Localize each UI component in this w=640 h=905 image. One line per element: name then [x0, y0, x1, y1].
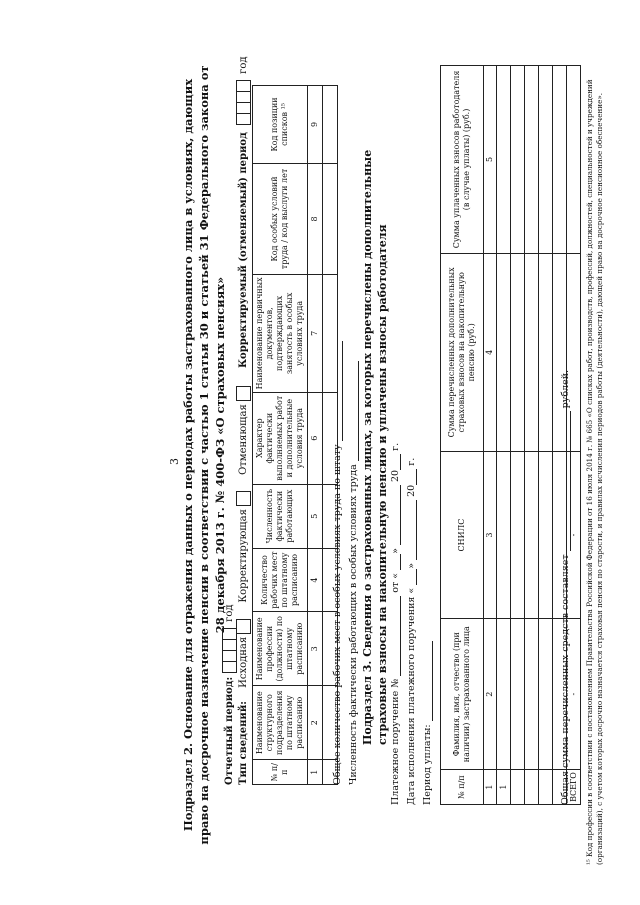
page-number: 3: [168, 458, 181, 465]
col-header: Наименование структурного подразделения по штатному расписанию: [253, 686, 308, 760]
col-number: 2: [308, 686, 323, 760]
sum-label: Общая сумма перечисленных средств составляет: [560, 554, 571, 805]
col-number: 3: [308, 612, 323, 686]
col-number: 6: [308, 392, 323, 484]
sum-field[interactable]: [570, 411, 571, 551]
year-prefix-2: 20: [406, 484, 417, 497]
col-number: 3: [484, 451, 497, 619]
type-original: Исходная: [238, 636, 249, 688]
pay-period-row: [422, 641, 433, 805]
type-label: Тип сведений:: [238, 701, 249, 785]
year-label-2: год: [238, 56, 249, 74]
footnote: ¹⁵ Код профессии в соответствии с постановлением Правительства Российской Федерации от 16 июля 2014 г. № 665 «О списках работ, производств, профессий, должностей, специальностей и учреждений (организаций), с учетом которых досрочно назначается страховая пенсия по старости, и правилах исчисления периодов работы (деятельности), дающей право на досрочное пенсионное обеспечение».: [585, 79, 604, 865]
col-number: 4: [308, 548, 323, 612]
col-number: 1: [308, 760, 323, 785]
col-number: 9: [308, 86, 323, 164]
col-number: 1: [484, 770, 497, 805]
col-number: 7: [308, 275, 323, 393]
col-header: № п/п: [253, 760, 308, 785]
actual-workers-label: Численность фактически работающих в особых условиях труда: [348, 464, 359, 785]
col-number: 8: [308, 163, 323, 274]
sum-row: [560, 370, 571, 805]
table-number-row: [484, 66, 497, 805]
total-places-field[interactable]: [342, 341, 343, 441]
col-header: Сумма уплаченных взносов работодателя (в случае уплаты) (руб.): [441, 66, 484, 254]
table-row[interactable]: [511, 66, 525, 805]
col-header: Код особых условий труда / код выслуги лет: [253, 163, 308, 274]
total-places-row: [332, 341, 343, 785]
corrected-period-label: Корректируемый (отменяемый) период: [238, 132, 249, 369]
exec-date-row: Дата исполнения платежного поручения « » 20 г.: [406, 457, 417, 805]
col-number: 5: [484, 66, 497, 254]
type-corrective: Корректирующая: [238, 509, 249, 603]
checkbox-corrective[interactable]: [236, 491, 251, 506]
col-header: Фамилия, имя, отчество (при наличии) застрахованного лица: [441, 619, 484, 770]
pay-period-field[interactable]: [432, 641, 433, 721]
total-label: ВСЕГО: [567, 770, 581, 805]
table-header-row: [441, 66, 484, 805]
col-header: № п/п: [441, 770, 484, 805]
payment-order-number-field[interactable]: [400, 596, 401, 676]
col-header: Численность фактически работающих: [253, 484, 308, 548]
payment-order-row: Платежное поручение № от « » 20 г.: [390, 442, 401, 805]
col-header: Код позиции списков ¹⁵: [253, 86, 308, 164]
actual-workers-field[interactable]: [358, 361, 359, 461]
row-number: 1: [497, 770, 511, 805]
total-dash-snils: -: [567, 451, 581, 619]
section3-title: Подраздел 3. Сведения о застрахованных лицах, за которых перечислены дополнительные страховые взносы на накопительную пенсию и уплачены взносы работодателя: [361, 149, 389, 745]
sum-unit: рублей.: [560, 369, 571, 409]
table-number-row: [308, 86, 323, 785]
year-suffix-2: г.: [406, 457, 417, 466]
year-prefix: 20: [390, 469, 401, 482]
table-row[interactable]: [525, 66, 539, 805]
col-header: Характер фактически выполняемых работ и дополнительные условия труда: [253, 392, 308, 484]
exec-date-label: Дата исполнения платежного поручения «: [406, 587, 417, 805]
section2-title: Подраздел 2. Основание для отражения данных о периодах работы застрахованного лица в условиях, дающих право на досрочное назначение пенсии в соответствии с частью 1 статьи 30 и статьей 31 Федерального закона от 28 декабря 2013 г. № 400-ФЗ «О страховых пенсиях»: [181, 65, 227, 845]
col-header: СНИЛС: [441, 451, 484, 619]
col-header: Сумма перечисленных дополнительных страховых взносов на накопительную пенсию (руб.): [441, 253, 484, 451]
section2-table: [252, 85, 338, 785]
table-row[interactable]: [497, 66, 511, 805]
reporting-period-row: [222, 604, 237, 785]
year-suffix: г.: [390, 442, 401, 451]
col-header: Наименование профессии (должности) по штатному расписанию: [253, 612, 308, 686]
col-header: Наименование первичных документов, подтверждающих занятость в особых условиях труда: [253, 275, 308, 393]
total-dash-name: -: [567, 619, 581, 770]
col-number: 4: [484, 253, 497, 451]
year-label: год: [224, 604, 235, 622]
actual-workers-row: [348, 361, 359, 785]
pay-period-label: Период уплаты:: [422, 724, 433, 805]
payment-order-label: Платежное поручение №: [390, 678, 401, 805]
total-places-label: Общее количество рабочих мест в особых условиях труда по штату: [332, 444, 343, 785]
period-label: Отчетный период:: [224, 676, 235, 785]
info-type-row: [236, 56, 251, 785]
checkbox-original[interactable]: [236, 619, 251, 634]
from-label: от «: [390, 572, 401, 593]
table-row[interactable]: [539, 66, 553, 805]
col-number: 5: [308, 484, 323, 548]
type-cancelling: Отменяющая: [238, 404, 249, 475]
table-header-row: [253, 86, 308, 785]
checkbox-cancelling[interactable]: [236, 386, 251, 401]
col-header: Количество рабочих мест по штатному расписанию: [253, 548, 308, 612]
col-number: 2: [484, 619, 497, 770]
